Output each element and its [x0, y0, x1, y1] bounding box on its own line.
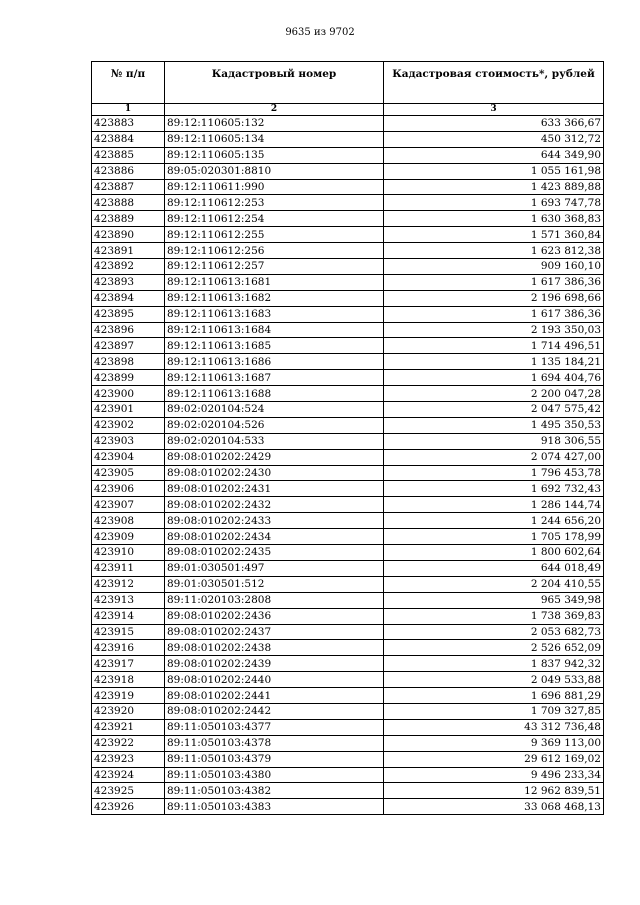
- cadastral-cost-cell: 1 244 656,20: [384, 513, 604, 529]
- cadastral-number-cell: 89:12:110612:256: [165, 243, 384, 259]
- cadastral-number-cell: 89:12:110605:134: [165, 131, 384, 147]
- cadastral-number-cell: 89:08:010202:2434: [165, 529, 384, 545]
- row-number-cell: 423887: [92, 179, 165, 195]
- row-number-cell: 423905: [92, 465, 165, 481]
- row-number-cell: 423919: [92, 688, 165, 704]
- table-row: [92, 799, 604, 815]
- table-row: [92, 703, 604, 719]
- cadastral-cost-cell: 450 312,72: [384, 131, 604, 147]
- cadastral-cost-cell: 1 135 184,21: [384, 354, 604, 370]
- table-row: [92, 560, 604, 576]
- cadastral-number-cell: 89:12:110612:255: [165, 227, 384, 243]
- table-row: [92, 322, 604, 338]
- row-number-cell: 423895: [92, 306, 165, 322]
- row-number-cell: 423902: [92, 417, 165, 433]
- cadastral-cost-cell: 644 349,90: [384, 147, 604, 163]
- cadastral-number-cell: 89:08:010202:2432: [165, 497, 384, 513]
- cadastral-cost-cell: 33 068 468,13: [384, 799, 604, 815]
- row-number-cell: 423886: [92, 163, 165, 179]
- table-row: [92, 640, 604, 656]
- table-row: [92, 227, 604, 243]
- cadastral-number-cell: 89:08:010202:2442: [165, 703, 384, 719]
- cadastral-cost-cell: 12 962 839,51: [384, 783, 604, 799]
- row-number-cell: 423925: [92, 783, 165, 799]
- cadastral-number-cell: 89:08:010202:2429: [165, 449, 384, 465]
- cadastral-number-cell: 89:12:110612:254: [165, 211, 384, 227]
- cadastral-cost-cell: 909 160,10: [384, 259, 604, 275]
- cadastral-number-cell: 89:08:010202:2439: [165, 656, 384, 672]
- row-number-cell: 423916: [92, 640, 165, 656]
- cadastral-cost-cell: 2 047 575,42: [384, 402, 604, 418]
- row-number-cell: 423884: [92, 131, 165, 147]
- cadastral-number-cell: 89:05:020301:8810: [165, 163, 384, 179]
- cadastral-cost-cell: 1 495 350,53: [384, 417, 604, 433]
- cadastral-number-cell: 89:01:030501:497: [165, 560, 384, 576]
- cadastral-number-cell: 89:08:010202:2435: [165, 545, 384, 561]
- row-number-cell: 423901: [92, 402, 165, 418]
- table-row: [92, 417, 604, 433]
- row-number-cell: 423911: [92, 560, 165, 576]
- cadastral-cost-cell: 1 696 881,29: [384, 688, 604, 704]
- cadastral-number-cell: 89:12:110605:135: [165, 147, 384, 163]
- cadastral-number-cell: 89:08:010202:2433: [165, 513, 384, 529]
- table-row: [92, 179, 604, 195]
- table-row: [92, 243, 604, 259]
- row-number-cell: 423926: [92, 799, 165, 815]
- table-row: [92, 386, 604, 402]
- cadastral-number-cell: 89:12:110605:132: [165, 116, 384, 132]
- row-number-cell: 423914: [92, 608, 165, 624]
- page-number-header: 9635 из 9702: [285, 27, 355, 38]
- table-row: [92, 497, 604, 513]
- table-row: [92, 195, 604, 211]
- cadastral-cost-cell: 1 617 386,36: [384, 306, 604, 322]
- header-cadastral-number: Кадастровый номер: [165, 62, 384, 104]
- table-row: [92, 433, 604, 449]
- table-row: [92, 370, 604, 386]
- cadastral-cost-cell: 1 693 747,78: [384, 195, 604, 211]
- row-number-cell: 423898: [92, 354, 165, 370]
- cadastral-number-cell: 89:11:050103:4383: [165, 799, 384, 815]
- table-row: [92, 624, 604, 640]
- cadastral-cost-cell: 1 692 732,43: [384, 481, 604, 497]
- table-row: [92, 211, 604, 227]
- row-number-cell: 423915: [92, 624, 165, 640]
- cadastral-number-cell: 89:08:010202:2430: [165, 465, 384, 481]
- cadastral-cost-cell: 1 705 178,99: [384, 529, 604, 545]
- cadastral-cost-cell: 43 312 736,48: [384, 719, 604, 735]
- table-row: [92, 545, 604, 561]
- table-row: [92, 259, 604, 275]
- cadastral-number-cell: 89:12:110613:1687: [165, 370, 384, 386]
- header-cadastral-cost: Кадастровая стоимость*, рублей: [384, 62, 604, 104]
- row-number-cell: 423885: [92, 147, 165, 163]
- row-number-cell: 423893: [92, 274, 165, 290]
- cadastral-cost-cell: 2 053 682,73: [384, 624, 604, 640]
- table-row: [92, 529, 604, 545]
- row-number-cell: 423892: [92, 259, 165, 275]
- cadastral-cost-cell: 2 196 698,66: [384, 290, 604, 306]
- table-row: [92, 688, 604, 704]
- table-row: [92, 672, 604, 688]
- cadastral-table: [91, 61, 604, 815]
- cadastral-number-cell: 89:02:020104:524: [165, 402, 384, 418]
- cadastral-cost-cell: 2 200 047,28: [384, 386, 604, 402]
- row-number-cell: 423883: [92, 116, 165, 132]
- cadastral-number-cell: 89:08:010202:2436: [165, 608, 384, 624]
- cadastral-number-cell: 89:12:110613:1688: [165, 386, 384, 402]
- row-number-cell: 423923: [92, 751, 165, 767]
- table-row: [92, 290, 604, 306]
- table-row: [92, 481, 604, 497]
- row-number-cell: 423908: [92, 513, 165, 529]
- cadastral-number-cell: 89:08:010202:2431: [165, 481, 384, 497]
- cadastral-cost-cell: 1 796 453,78: [384, 465, 604, 481]
- table-row: [92, 131, 604, 147]
- table-row: [92, 592, 604, 608]
- cadastral-cost-cell: 9 496 233,34: [384, 767, 604, 783]
- cadastral-number-cell: 89:02:020104:533: [165, 433, 384, 449]
- cadastral-cost-cell: 9 369 113,00: [384, 735, 604, 751]
- cadastral-number-cell: 89:11:050103:4382: [165, 783, 384, 799]
- table-row: [92, 751, 604, 767]
- row-number-cell: 423889: [92, 211, 165, 227]
- cadastral-cost-cell: 1 714 496,51: [384, 338, 604, 354]
- table-row: [92, 163, 604, 179]
- cadastral-cost-cell: 1 623 812,38: [384, 243, 604, 259]
- table-row: [92, 608, 604, 624]
- cadastral-cost-cell: 1 617 386,36: [384, 274, 604, 290]
- column-number: 3: [384, 104, 604, 116]
- cadastral-number-cell: 89:12:110613:1686: [165, 354, 384, 370]
- table-row: [92, 354, 604, 370]
- row-number-cell: 423888: [92, 195, 165, 211]
- column-number-row: [92, 104, 604, 116]
- table-row: [92, 735, 604, 751]
- table-row: [92, 513, 604, 529]
- table-row: [92, 719, 604, 735]
- table-row: [92, 449, 604, 465]
- cadastral-number-cell: 89:11:050103:4379: [165, 751, 384, 767]
- cadastral-cost-cell: 965 349,98: [384, 592, 604, 608]
- cadastral-cost-cell: 2 049 533,88: [384, 672, 604, 688]
- row-number-cell: 423921: [92, 719, 165, 735]
- cadastral-number-cell: 89:08:010202:2441: [165, 688, 384, 704]
- table-row: [92, 274, 604, 290]
- table-row: [92, 306, 604, 322]
- cadastral-number-cell: 89:02:020104:526: [165, 417, 384, 433]
- column-number: 1: [92, 104, 165, 116]
- cadastral-cost-cell: 1 800 602,64: [384, 545, 604, 561]
- row-number-cell: 423896: [92, 322, 165, 338]
- row-number-cell: 423900: [92, 386, 165, 402]
- cadastral-cost-cell: 633 366,67: [384, 116, 604, 132]
- table-row: [92, 576, 604, 592]
- row-number-cell: 423904: [92, 449, 165, 465]
- cadastral-cost-cell: 1 571 360,84: [384, 227, 604, 243]
- row-number-cell: 423922: [92, 735, 165, 751]
- cadastral-number-cell: 89:11:050103:4380: [165, 767, 384, 783]
- row-number-cell: 423918: [92, 672, 165, 688]
- table-row: [92, 767, 604, 783]
- cadastral-number-cell: 89:08:010202:2437: [165, 624, 384, 640]
- cadastral-number-cell: 89:12:110613:1681: [165, 274, 384, 290]
- cadastral-number-cell: 89:12:110612:257: [165, 259, 384, 275]
- cadastral-cost-cell: 1 055 161,98: [384, 163, 604, 179]
- cadastral-number-cell: 89:12:110613:1685: [165, 338, 384, 354]
- row-number-cell: 423909: [92, 529, 165, 545]
- row-number-cell: 423897: [92, 338, 165, 354]
- cadastral-number-cell: 89:01:030501:512: [165, 576, 384, 592]
- row-number-cell: 423924: [92, 767, 165, 783]
- table-row: [92, 465, 604, 481]
- row-number-cell: 423913: [92, 592, 165, 608]
- cadastral-number-cell: 89:12:110613:1683: [165, 306, 384, 322]
- cadastral-cost-cell: 1 837 942,32: [384, 656, 604, 672]
- cadastral-number-cell: 89:12:110613:1684: [165, 322, 384, 338]
- table-body: [92, 116, 604, 815]
- row-number-cell: 423907: [92, 497, 165, 513]
- row-number-cell: 423903: [92, 433, 165, 449]
- cadastral-cost-cell: 1 286 144,74: [384, 497, 604, 513]
- cadastral-cost-cell: 1 709 327,85: [384, 703, 604, 719]
- cadastral-number-cell: 89:12:110612:253: [165, 195, 384, 211]
- cadastral-cost-cell: 29 612 169,02: [384, 751, 604, 767]
- row-number-cell: 423920: [92, 703, 165, 719]
- cadastral-cost-cell: 1 630 368,83: [384, 211, 604, 227]
- table-row: [92, 338, 604, 354]
- table-row: [92, 147, 604, 163]
- cadastral-cost-cell: 644 018,49: [384, 560, 604, 576]
- table-row: [92, 402, 604, 418]
- row-number-cell: 423891: [92, 243, 165, 259]
- cadastral-number-cell: 89:08:010202:2440: [165, 672, 384, 688]
- row-number-cell: 423890: [92, 227, 165, 243]
- column-number: 2: [165, 104, 384, 116]
- row-number-cell: 423917: [92, 656, 165, 672]
- cadastral-cost-cell: 1 694 404,76: [384, 370, 604, 386]
- table-header-row: [92, 62, 604, 104]
- cadastral-number-cell: 89:12:110613:1682: [165, 290, 384, 306]
- header-row-number: № п/п: [92, 62, 165, 104]
- row-number-cell: 423899: [92, 370, 165, 386]
- cadastral-cost-cell: 1 738 369,83: [384, 608, 604, 624]
- cadastral-cost-cell: 2 204 410,55: [384, 576, 604, 592]
- cadastral-cost-cell: 2 074 427,00: [384, 449, 604, 465]
- cadastral-number-cell: 89:12:110611:990: [165, 179, 384, 195]
- cadastral-cost-cell: 2 193 350,03: [384, 322, 604, 338]
- row-number-cell: 423912: [92, 576, 165, 592]
- cadastral-cost-cell: 918 306,55: [384, 433, 604, 449]
- cadastral-number-cell: 89:11:050103:4377: [165, 719, 384, 735]
- row-number-cell: 423894: [92, 290, 165, 306]
- row-number-cell: 423906: [92, 481, 165, 497]
- cadastral-number-cell: 89:11:020103:2808: [165, 592, 384, 608]
- cadastral-cost-cell: 2 526 652,09: [384, 640, 604, 656]
- row-number-cell: 423910: [92, 545, 165, 561]
- cadastral-cost-cell: 1 423 889,88: [384, 179, 604, 195]
- cadastral-number-cell: 89:08:010202:2438: [165, 640, 384, 656]
- cadastral-number-cell: 89:11:050103:4378: [165, 735, 384, 751]
- table-row: [92, 116, 604, 132]
- table-row: [92, 656, 604, 672]
- table-row: [92, 783, 604, 799]
